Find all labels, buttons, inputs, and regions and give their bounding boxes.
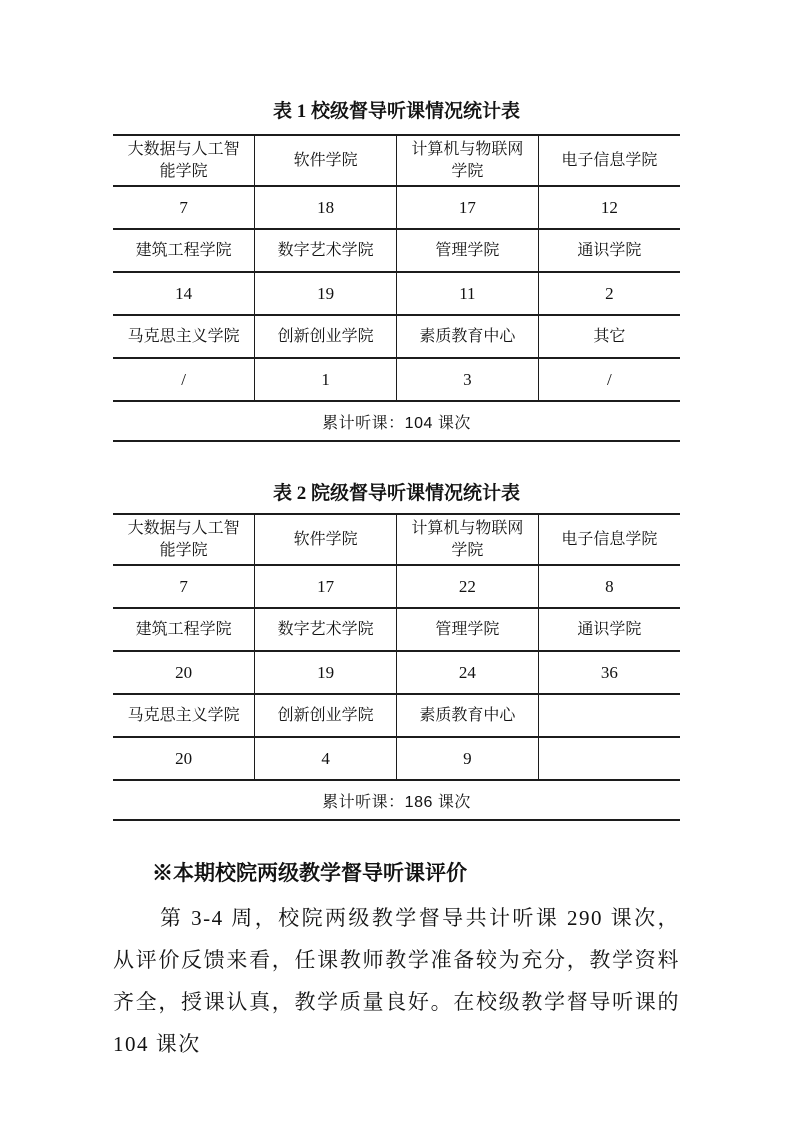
table1-count-cell: 7 bbox=[113, 186, 255, 229]
table2-college-cell: 马克思主义学院 bbox=[113, 694, 255, 737]
table1-count-cell: 2 bbox=[538, 272, 680, 315]
table2-total-cell: 累计听课：186 课次 bbox=[113, 780, 680, 820]
table2-total-row bbox=[113, 780, 680, 820]
table1-title: 表 1 校级督导听课情况统计表 bbox=[272, 101, 520, 122]
table2-count-cell bbox=[538, 737, 680, 780]
table2-count-cell: 36 bbox=[538, 651, 680, 694]
table1-college-cell: 软件学院 bbox=[255, 135, 397, 186]
table1-college-cell: 电子信息学院 bbox=[538, 135, 680, 186]
table1-count-cell: 18 bbox=[255, 186, 397, 229]
table2-college-cell: 软件学院 bbox=[255, 514, 397, 565]
table2-college-cell: 数字艺术学院 bbox=[255, 608, 397, 651]
table1-count-cell: 19 bbox=[255, 272, 397, 315]
table1-count-cell: / bbox=[113, 358, 255, 401]
table2-college-cell bbox=[538, 694, 680, 737]
table1-row-5 bbox=[113, 315, 680, 358]
table2-count-cell: 7 bbox=[113, 565, 255, 608]
table1-body bbox=[113, 135, 680, 441]
table2-count-cell: 20 bbox=[113, 737, 255, 780]
table1-count-cell: / bbox=[538, 358, 680, 401]
table1-count-cell: 14 bbox=[113, 272, 255, 315]
table2-college-cell: 大数据与人工智能学院 bbox=[113, 514, 255, 565]
table2-row-2 bbox=[113, 565, 680, 608]
table1-count-cell: 3 bbox=[397, 358, 539, 401]
table2-count-cell: 4 bbox=[255, 737, 397, 780]
table2-college-cell: 素质教育中心 bbox=[397, 694, 539, 737]
table2-college-cell: 建筑工程学院 bbox=[113, 608, 255, 651]
table1 bbox=[113, 134, 680, 442]
table1-row-4 bbox=[113, 272, 680, 315]
table2-count-cell: 22 bbox=[397, 565, 539, 608]
table2-row-1 bbox=[113, 514, 680, 565]
table1-count-cell: 12 bbox=[538, 186, 680, 229]
table2 bbox=[113, 513, 680, 821]
table2-college-cell: 管理学院 bbox=[397, 608, 539, 651]
table2-college-cell: 创新创业学院 bbox=[255, 694, 397, 737]
table2-count-cell: 9 bbox=[397, 737, 539, 780]
table1-row-1 bbox=[113, 135, 680, 186]
table1-count-cell: 11 bbox=[397, 272, 539, 315]
table2-count-cell: 19 bbox=[255, 651, 397, 694]
table1-count-cell: 17 bbox=[397, 186, 539, 229]
table1-college-cell: 创新创业学院 bbox=[255, 315, 397, 358]
table1-total-row bbox=[113, 401, 680, 441]
table1-college-cell: 马克思主义学院 bbox=[113, 315, 255, 358]
table1-row-2 bbox=[113, 186, 680, 229]
table2-college-cell: 通识学院 bbox=[538, 608, 680, 651]
table2-college-cell: 计算机与物联网学院 bbox=[397, 514, 539, 565]
table2-row-4 bbox=[113, 651, 680, 694]
table1-college-cell: 数字艺术学院 bbox=[255, 229, 397, 272]
evaluation-paragraph: 第 3-4 周，校院两级教学督导共计听课 290 课次，从评价反馈来看，任课教师教学准备较为充分，教学资料齐全，授课认真，教学质量良好。在校级教学督导听课的 104 课次 bbox=[113, 906, 680, 1056]
table2-count-cell: 17 bbox=[255, 565, 397, 608]
table2-count-cell: 8 bbox=[538, 565, 680, 608]
table1-college-cell: 管理学院 bbox=[397, 229, 539, 272]
table2-count-cell: 24 bbox=[397, 651, 539, 694]
table1-total-cell: 累计听课：104 课次 bbox=[113, 401, 680, 441]
table2-title: 表 2 院级督导听课情况统计表 bbox=[272, 483, 520, 504]
table1-row-3 bbox=[113, 229, 680, 272]
table1-college-cell: 大数据与人工智能学院 bbox=[113, 135, 255, 186]
table2-count-cell: 20 bbox=[113, 651, 255, 694]
table2-body bbox=[113, 514, 680, 820]
table1-college-cell: 计算机与物联网学院 bbox=[397, 135, 539, 186]
evaluation-heading: ※本期校院两级教学督导听课评价 bbox=[152, 861, 467, 885]
table1-college-cell: 通识学院 bbox=[538, 229, 680, 272]
table1-college-cell: 建筑工程学院 bbox=[113, 229, 255, 272]
table2-row-5 bbox=[113, 694, 680, 737]
table2-row-3 bbox=[113, 608, 680, 651]
table2-row-6 bbox=[113, 737, 680, 780]
table1-college-cell: 其它 bbox=[538, 315, 680, 358]
table1-college-cell: 素质教育中心 bbox=[397, 315, 539, 358]
table2-college-cell: 电子信息学院 bbox=[538, 514, 680, 565]
table1-count-cell: 1 bbox=[255, 358, 397, 401]
table1-row-6 bbox=[113, 358, 680, 401]
